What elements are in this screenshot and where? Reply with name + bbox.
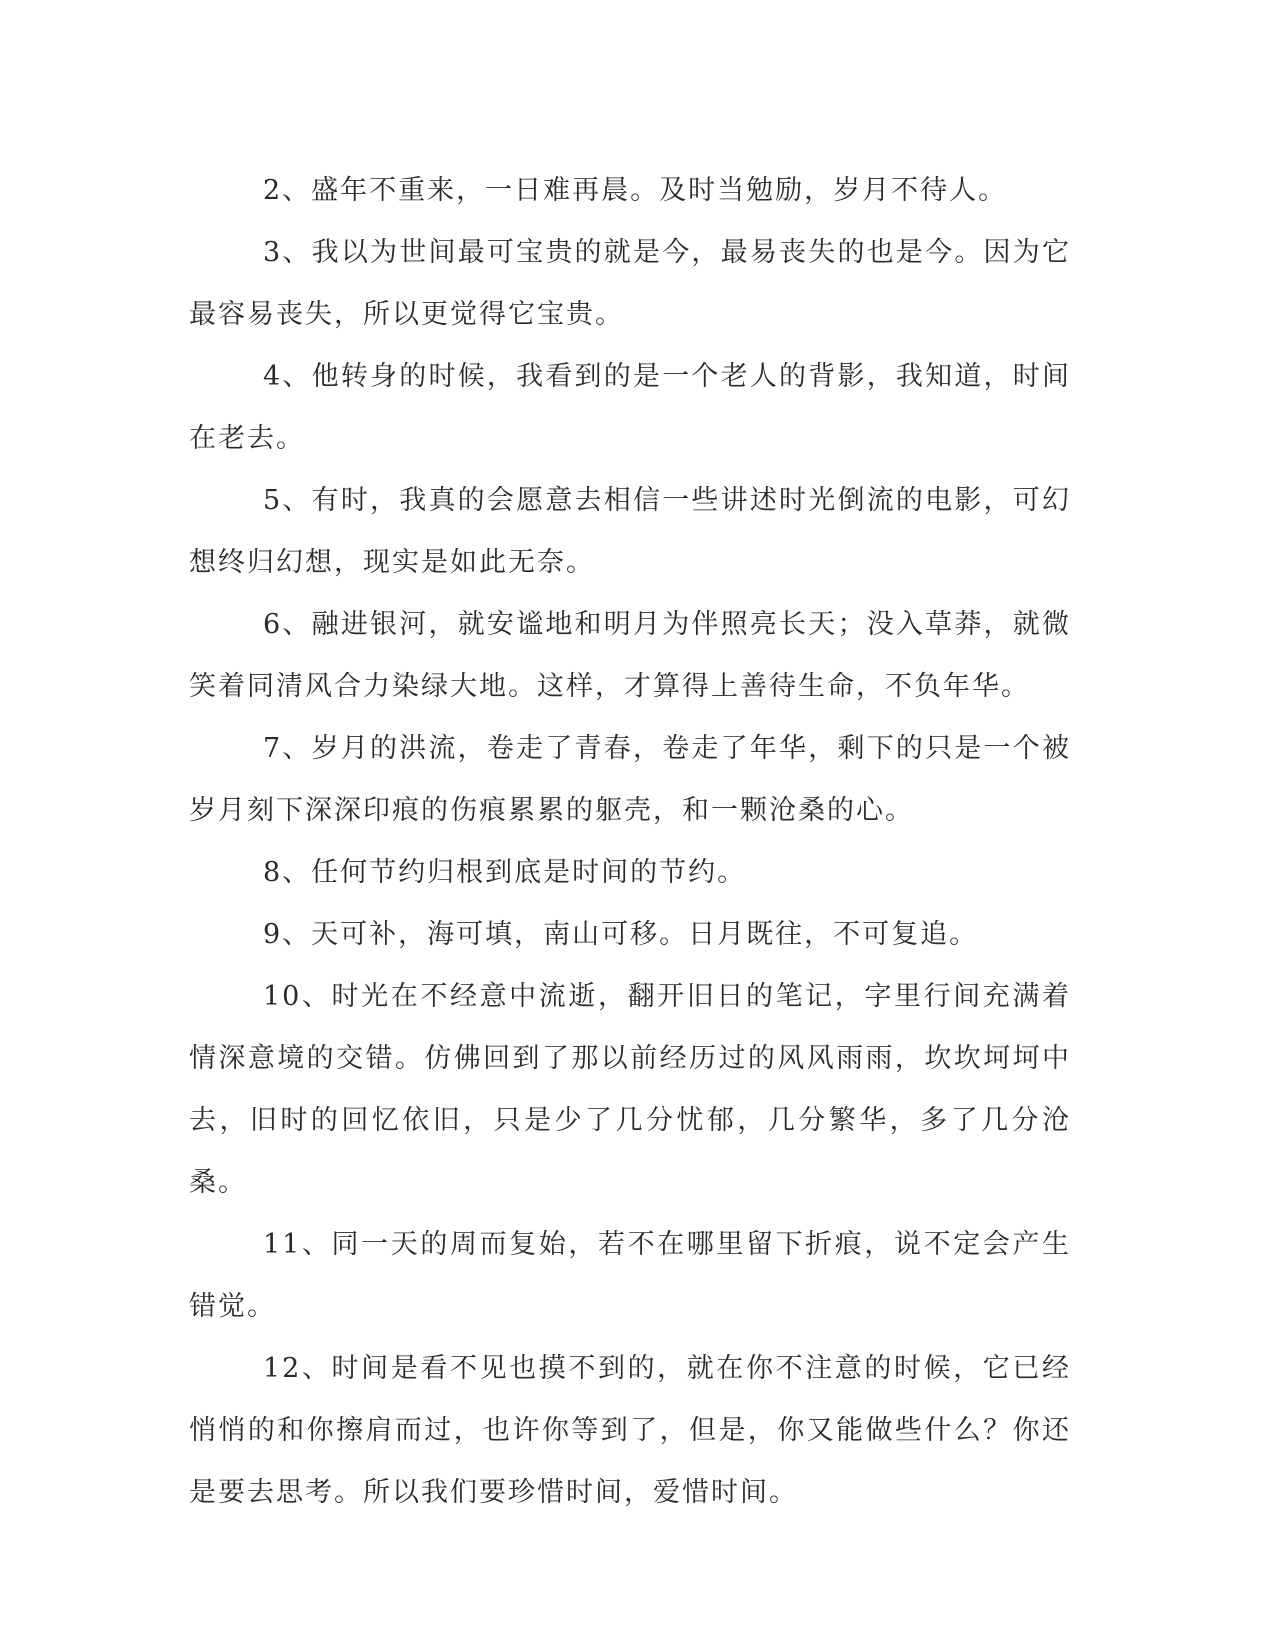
paragraph-6: 6、融进银河，就安谧地和明月为伴照亮长天；没入草莽，就微笑着同清风合力染绿大地。这样，才算得上善待生命，不负年华。 <box>189 609 1071 702</box>
paragraph-2: 2、盛年不重来，一日难再晨。及时当勉励，岁月不待人。 <box>263 175 1008 206</box>
paragraph-12: 12、时间是看不见也摸不到的，就在你不注意的时候，它已经悄悄的和你擦肩而过，也许你等到了，但是，你又能做些什么？你还是要去思考。所以我们要珍惜时间，爱惜时间。 <box>189 1353 1071 1508</box>
paragraph-11: 11、同一天的周而复始，若不在哪里留下折痕，说不定会产生错觉。 <box>189 1229 1071 1322</box>
paragraph-10: 10、时光在不经意中流逝，翻开旧日的笔记，字里行间充满着情深意境的交错。仿佛回到了那以前经历过的风风雨雨，坎坎坷坷中去，旧时的回忆依旧，只是少了几分忧郁，几分繁华，多了几分沧桑。 <box>189 981 1071 1198</box>
paragraph-8: 8、任何节约归根到底是时间的节约。 <box>263 857 747 888</box>
paragraph-7: 7、岁月的洪流，卷走了青春，卷走了年华，剩下的只是一个被岁月刻下深深印痕的伤痕累累的躯壳，和一颗沧桑的心。 <box>189 733 1071 826</box>
paragraph-5: 5、有时，我真的会愿意去相信一些讲述时光倒流的电影，可幻想终归幻想，现实是如此无奈。 <box>189 485 1071 578</box>
paragraph-9: 9、天可补，海可填，南山可移。日月既往，不可复追。 <box>263 919 979 950</box>
document-body <box>189 160 1071 1524</box>
paragraph-3: 3、我以为世间最可宝贵的就是今，最易丧失的也是今。因为它最容易丧失，所以更觉得它宝贵。 <box>189 237 1071 330</box>
paragraph-4: 4、他转身的时候，我看到的是一个老人的背影，我知道，时间在老去。 <box>189 361 1071 454</box>
